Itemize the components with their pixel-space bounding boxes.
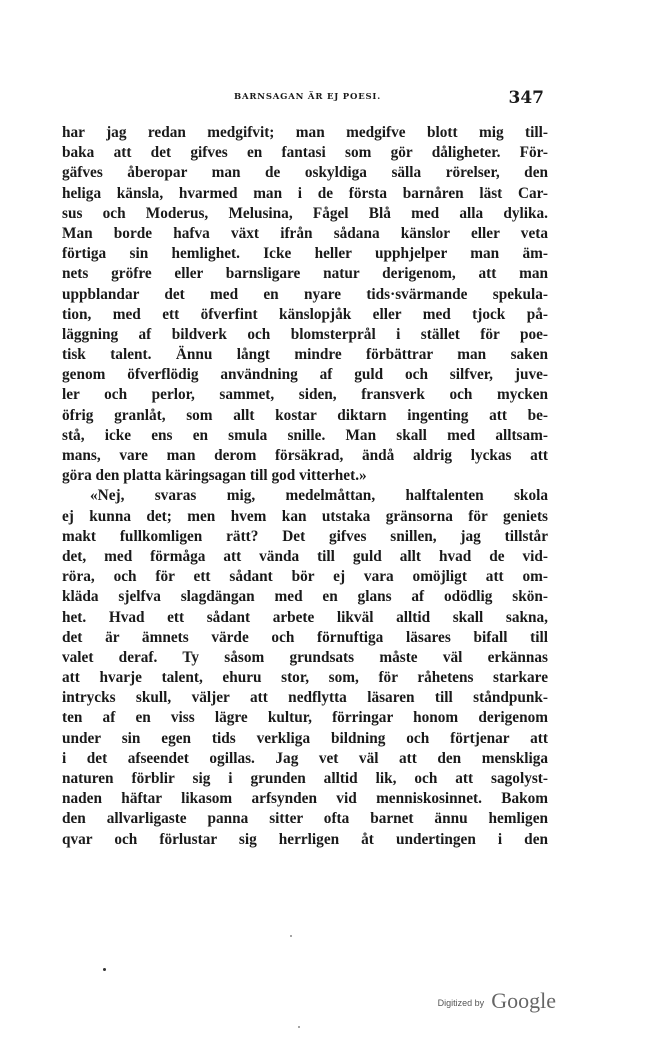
text-line: det är ämnets värde och förnuftiga läsares bifall till — [62, 628, 548, 646]
text-line: tion, med ett öfverfint känslopjåk eller med tjock på- — [62, 305, 548, 323]
page-number: 347 — [508, 88, 544, 108]
text-line: Man borde hafva växt ifrån sådana känslor eller veta — [62, 224, 548, 242]
text-line: intrycks skull, väljer att nedflytta läsaren till ståndpunk- — [62, 689, 548, 707]
text-line: «Nej, svaras mig, medelmåttan, halftalenten skola — [90, 487, 548, 505]
text-line: ej kunna det; men hvem kan utstaka gränsorna för geniets — [62, 507, 548, 525]
text-line: stå, icke ens en smula snille. Man skall med alltsam- — [62, 426, 548, 444]
text-line: kläda sjelfva slagdängan med en glans af odödlig skön- — [62, 588, 548, 606]
text-line: har jag redan medgifvit; man medgifve blott mig till- — [62, 124, 548, 141]
text-line: läggning af bildverk och blomsterprål i stället för poe- — [62, 325, 548, 343]
text-line: öfrig granlåt, som allt kostar diktarn ingenting att be- — [62, 406, 548, 424]
text-line: naden häftar likasom arfsynden vid menniskosinnet. Bakom — [62, 790, 548, 808]
text-line: röra, och för ett sådant bör ej vara omöjligt att om- — [62, 568, 548, 586]
text-line: mans, vare man derom försäkrad, ändå aldrig lyckas att — [62, 447, 548, 464]
text-line: nets gröfre eller barnsligare natur derigenom, att man — [62, 265, 548, 283]
text-line: valet deraf. Ty såsom grundsats måste väl erkännas — [62, 648, 548, 666]
digitized-by-watermark — [438, 988, 556, 1014]
paper-speck — [298, 1026, 300, 1028]
text-line: genom öfverflödig användning af guld och silfver, juve- — [62, 366, 548, 384]
text-line: tisk talent. Ännu långt mindre förbättrar man saken — [62, 346, 548, 364]
text-line: heliga känsla, hvarmed man i de första barnåren läst Car- — [62, 184, 548, 202]
text-line: förtiga sin hemlighet. Icke heller upphjelper man äm- — [62, 245, 548, 263]
text-line: göra den platta käringsagan till god vitterhet.» — [62, 467, 367, 485]
digitized-by-label: Digitized by — [437, 998, 485, 1008]
text-line: het. Hvad ett sådant arbete likväl alltid skall sakna, — [62, 608, 548, 626]
google-logo: Google — [491, 988, 556, 1013]
text-line: det, med förmåga att vända till guld allt hvad de vid- — [62, 547, 548, 565]
text-line: makt fullkomligen rätt? Det gifves snillen, jag tillstår — [62, 527, 548, 545]
paper-speck — [290, 935, 292, 937]
text-line: qvar och förlustar sig herrligen åt undertingen i den — [62, 830, 548, 848]
text-line: i det afseendet ogillas. Jag vet väl att den menskliga — [62, 749, 548, 767]
running-head — [86, 88, 546, 110]
text-line: under sin egen tids verkliga bildning och förtjenar att — [62, 729, 548, 747]
paper-speck — [103, 968, 106, 971]
running-title: BARNSAGAN ÄR EJ POESI. — [234, 92, 381, 102]
text-line: den allvarligaste panna sitter ofta barnet ännu hemligen — [62, 810, 548, 828]
text-line: uppblandar det med en nyare tids·svärmande spekula- — [62, 285, 548, 303]
text-line: naturen förblir sig i grunden alltid lik, och att sagolyst- — [62, 770, 548, 787]
body-text — [62, 123, 548, 850]
text-line: att hvarje talent, ehuru stor, som, för råhetens starkare — [62, 669, 548, 687]
text-line: gäfves åberopar man de oskyldiga sälla rörelser, den — [62, 164, 548, 182]
text-line: ler och perlor, sammet, siden, fransverk och mycken — [62, 386, 548, 404]
text-line: ten af en viss lägre kultur, förringar honom derigenom — [62, 709, 548, 727]
text-line: baka att det gifves en fantasi som gör dåligheter. För- — [62, 144, 548, 162]
text-line: sus och Moderus, Melusina, Fågel Blå med alla dylika. — [62, 204, 548, 222]
